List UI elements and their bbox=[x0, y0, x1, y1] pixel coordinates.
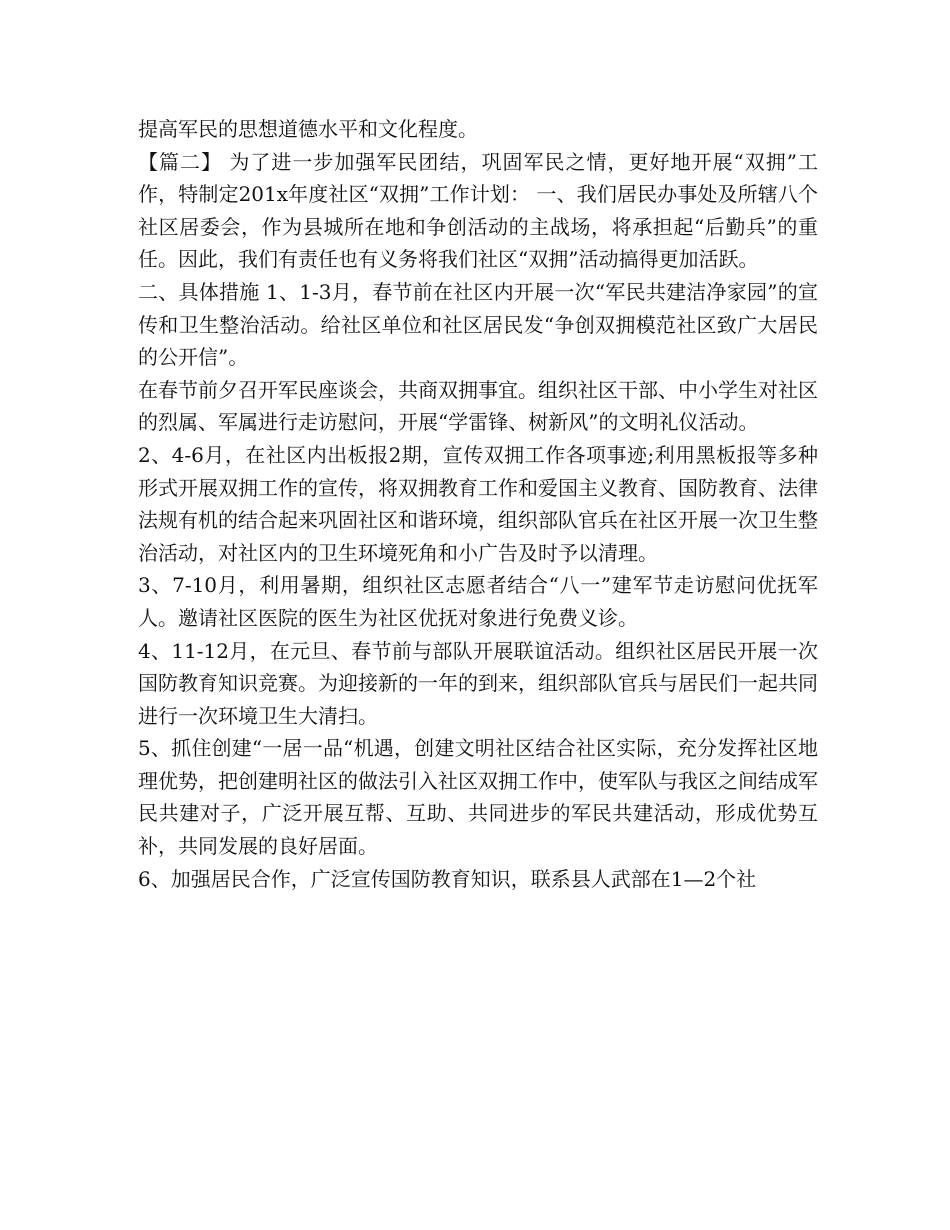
paragraph-item-5: 5、抓住创建“一居一品“机遇，创建文明社区结合社区实际，充分发挥社区地理优势，把创建明社区的做法引入社区双拥工作中，使军队与我区之间结成军民共建对子，广泛开展互帮、互助、共同进步的军民共建活动，形成优势互补，共同发展的良好居面。 bbox=[138, 736, 818, 859]
paragraph-intro-end: 提高军民的思想道德水平和文化程度。 bbox=[138, 117, 478, 141]
paragraph-spring-festival-meeting: 在春节前夕召开军民座谈会，共商双拥事宜。组织社区干部、中小学生对社区的烈属、军属进行走访慰问，开展“学雷锋、树新风”的文明礼仪活动。 bbox=[138, 377, 818, 435]
paragraph-measures-item-1: 二、具体措施 1、1-3月，春节前在社区内开展一次“军民共建洁净家园”的宣传和卫生整治活动。给社区单位和社区居民发“争创双拥模范社区致广大居民的公开信”。 bbox=[138, 279, 818, 370]
document-body bbox=[138, 113, 818, 895]
paragraph-part-two: 【篇二】 为了进一步加强军民团结，巩固军民之情，更好地开展“双拥”工作，特制定201x年度社区“双拥”工作计划： 一、我们居民办事处及所辖八个社区居委会，作为县城所在地和争创活动的主战场，将承担起“后勤兵”的重任。因此，我们有责任也有义务将我们社区“双拥”活动搞得更加活跃。 bbox=[138, 149, 818, 272]
paragraph-item-2: 2、4-6月，在社区内出板报2期，宣传双拥工作各项事迹;利用黑板报等多种形式开展双拥工作的宣传，将双拥教育工作和爱国主义教育、国防教育、法律法规有机的结合起来巩固社区和谐环境，组织部队官兵在社区开展一次卫生整治活动，对社区内的卫生环境死角和小广告及时予以清理。 bbox=[138, 442, 818, 565]
paragraph-item-3: 3、7-10月，利用暑期，组织社区志愿者结合“八一”建军节走访慰问优抚军人。邀请社区医院的医生为社区优抚对象进行免费义诊。 bbox=[138, 573, 818, 630]
paragraph-item-6: 6、加强居民合作，广泛宣传国防教育知识，联系县人武部在1—2个社 bbox=[138, 866, 757, 891]
paragraph-item-4: 4、11-12月，在元旦、春节前与部队开展联谊活动。组织社区居民开展一次国防教育知识竞赛。为迎接新的一年的到来，组织部队官兵与居民们一起共同进行一次环境卫生大清扫。 bbox=[138, 638, 818, 728]
